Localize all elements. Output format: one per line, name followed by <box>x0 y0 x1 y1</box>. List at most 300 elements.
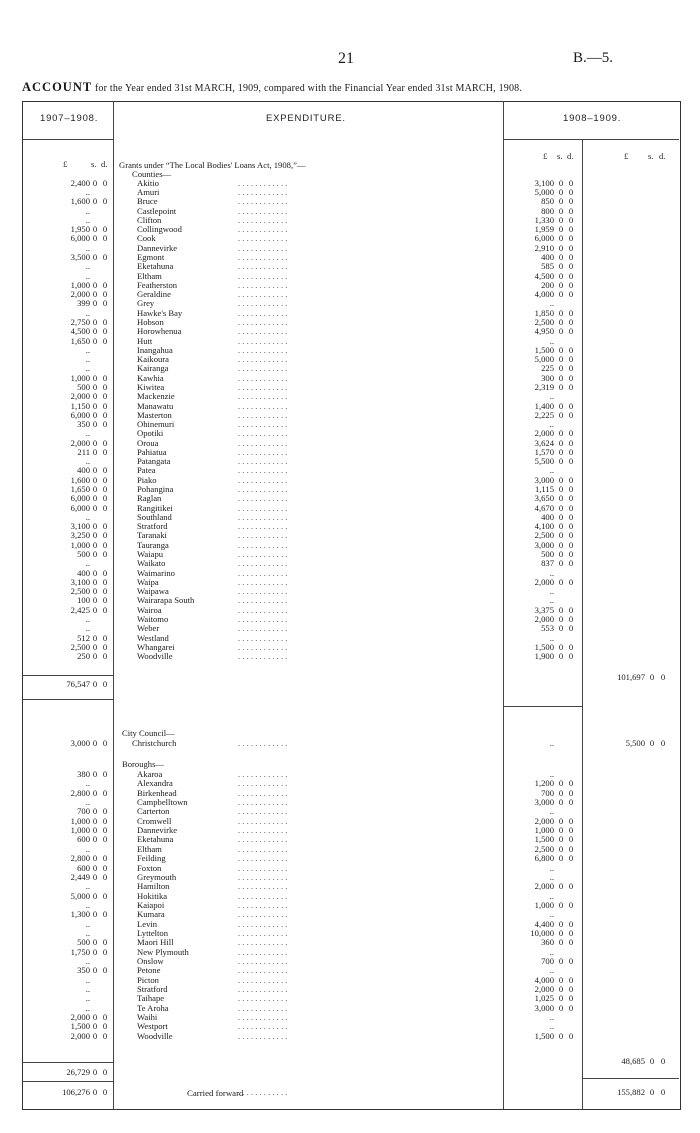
shillings-1908: 0 <box>558 797 564 808</box>
leader-dots: . . . . . . . . . . . . <box>238 410 288 420</box>
shillings-1908: 0 <box>558 853 564 864</box>
amount-1908: .. <box>549 965 554 976</box>
leader-dots: . . . . . . . . . . . . <box>238 197 288 207</box>
amount-1907: 1,600 <box>70 196 90 207</box>
total-rule <box>503 706 583 707</box>
table-row <box>0 606 700 615</box>
amount-1908: 3,650 <box>534 493 554 504</box>
amount-1908: 2,000 <box>534 428 554 439</box>
shillings-1908: 0 <box>558 937 564 948</box>
amount-1908: 2,910 <box>534 242 554 253</box>
leader-dots: . . . . . . . . . . . . <box>238 966 288 976</box>
row-label: Levin <box>137 918 158 929</box>
table-row <box>0 938 700 947</box>
shillings-1907: 0 <box>92 651 98 662</box>
shilling-label-total: s. <box>648 151 654 161</box>
pence-1907: 0 <box>102 1087 108 1097</box>
leader-dots: . . . . . . . . . . . . <box>238 512 288 522</box>
amount-1908: 6,800 <box>534 853 554 864</box>
total-1908: 48,685 <box>621 1056 645 1066</box>
amount-1908: 2,500 <box>534 843 554 854</box>
pence-1908: 0 <box>568 381 574 392</box>
amount-1907: 250 <box>77 651 90 662</box>
pence-label-total: d. <box>659 151 666 161</box>
pence-1908: 0 <box>568 927 574 938</box>
pence-1908: 0 <box>568 261 574 272</box>
row-label: Hutt <box>137 335 153 346</box>
pence-1907: 0 <box>102 595 108 606</box>
table-row <box>0 207 700 216</box>
amount-1908: .. <box>549 871 554 882</box>
shillings-1907: 0 <box>92 595 98 606</box>
shillings-1908: 0 <box>558 196 564 207</box>
pence-1907: 0 <box>102 641 108 652</box>
shillings-1908: 0 <box>558 344 564 355</box>
leader-dots: . . . . . . . . . . . . <box>238 540 288 550</box>
row-label: Woodville <box>137 651 173 662</box>
section-heading <box>0 760 700 769</box>
pence-1908: 0 <box>568 177 574 188</box>
row-label: Masterton <box>137 409 172 420</box>
shillings-1907: 0 <box>92 419 98 430</box>
amount-1907: 500 <box>77 549 90 559</box>
amount-1907: 1,000 <box>70 372 90 383</box>
shillings-1908: 0 <box>558 974 564 985</box>
row-label: Raglan <box>137 493 162 504</box>
amount-1907: .. <box>85 974 90 985</box>
leader-dots: . . . . . . . . . . . . <box>238 234 288 244</box>
pence-1907: 0 <box>102 567 108 578</box>
pence-1908: 0 <box>568 326 574 337</box>
shillings-1908: 0 <box>558 279 564 290</box>
shillings-1907: 0 <box>92 1021 98 1032</box>
table-row <box>0 420 700 429</box>
amount-1908: 837 <box>541 558 554 569</box>
row-label: Campbelltown <box>137 797 188 808</box>
row-label: Tauranga <box>137 539 169 550</box>
shillings-1908: 0 <box>558 474 564 485</box>
amount-1907: 350 <box>77 419 90 430</box>
pence-1907: 0 <box>102 787 108 798</box>
leader-dots: . . . . . . . . . . . . <box>238 642 288 652</box>
amount-1907: .. <box>85 613 90 624</box>
row-label: Kaiapoi <box>137 899 165 910</box>
shilling-label-prev: s. <box>91 159 97 169</box>
row-label: Inangahua <box>137 344 173 355</box>
row-label: New Plymouth <box>137 946 189 957</box>
amount-1908: .. <box>549 335 554 346</box>
row-label: Patangata <box>137 456 171 467</box>
shillings-1908: 0 <box>558 1002 564 1013</box>
amount-1908: 2,000 <box>534 576 554 587</box>
boroughs-prev-total-row <box>0 1068 700 1077</box>
shillings-1908: 0 <box>558 641 564 652</box>
shillings-1908: 0 <box>558 484 564 495</box>
leader-dots: . . . . . . . . . . . . <box>238 401 288 411</box>
shillings-1907: 0 <box>92 937 98 948</box>
shillings-1907: 0 <box>92 862 98 873</box>
shillings-1907: 0 <box>92 909 98 920</box>
pence-1908: 0 <box>568 409 574 420</box>
pence-1907: 0 <box>102 586 108 597</box>
amount-1907: 1,750 <box>70 946 90 957</box>
shillings-1907: 0 <box>92 1012 98 1023</box>
amount-1907: .. <box>85 242 90 253</box>
row-label: Stratford <box>137 984 168 995</box>
shillings-1908: 0 <box>558 530 564 541</box>
row-label: Southland <box>137 511 172 522</box>
shillings-1908: 0 <box>558 317 564 327</box>
counties-prev-total-row <box>0 680 700 689</box>
pence-1908: 0 <box>568 549 574 559</box>
leader-dots: . . . . . . . . . . . . <box>238 957 288 966</box>
amount-1907: .. <box>85 843 90 854</box>
shillings-1908: 0 <box>558 372 564 383</box>
amount-1907: 2,425 <box>70 604 90 615</box>
shillings-1907: 0 <box>92 641 98 652</box>
row-label: Birkenhead <box>137 787 177 798</box>
shillings-1908: 0 <box>558 1030 564 1041</box>
amount-1908: .. <box>549 946 554 957</box>
amount-1908: 2,500 <box>534 317 554 327</box>
table-row <box>0 652 700 661</box>
pence-1907: 0 <box>102 493 108 504</box>
shilling-label-cur: s. <box>557 151 563 161</box>
leader-dots: . . . . . . . . . . . . <box>238 262 288 272</box>
pence-1907: 0 <box>102 862 108 873</box>
amount-1907: 2,000 <box>70 391 90 402</box>
shillings-1907: 0 <box>92 252 98 263</box>
pence-1908: 0 <box>568 428 574 439</box>
pound-label-cur: £ <box>543 151 548 161</box>
leader-dots: . . . . . . . . . . . . <box>238 882 288 892</box>
table-row <box>0 299 700 308</box>
total-rule <box>582 1078 679 1079</box>
row-label: Weber <box>137 623 160 634</box>
leader-dots: . . . . . . . . . . . . <box>238 605 288 615</box>
amount-1908: 1,500 <box>534 1030 554 1041</box>
amount-1908: 4,500 <box>534 270 554 281</box>
pence-1907: 0 <box>102 604 108 615</box>
leader-dots: . . . . . . . . . . . . <box>238 438 288 448</box>
amount-1907: 380 <box>77 769 90 779</box>
pence-1908: 0 <box>568 493 574 504</box>
pence-1908: 0 <box>568 576 574 587</box>
row-label: Egmont <box>137 252 165 263</box>
pence-1908: 0 <box>568 1002 574 1013</box>
amount-1907: 399 <box>77 298 90 309</box>
shillings-1908: 0 <box>558 187 564 198</box>
document-reference: B.—5. <box>573 50 614 66</box>
amount-1907: 4,500 <box>70 326 90 337</box>
amount-1907: .. <box>85 899 90 910</box>
leader-dots: . . . . . . . . . . . . <box>238 807 288 817</box>
pence-1908: 0 <box>568 400 574 411</box>
amount-1907: 400 <box>77 567 90 578</box>
amount-1907: .. <box>85 511 90 522</box>
row-label: Oroua <box>137 437 159 448</box>
amount-1907: 5,000 <box>70 890 90 901</box>
shillings-1907: 0 <box>92 502 98 513</box>
pence-1907: 0 <box>102 738 108 748</box>
pence-1908: 0 <box>568 474 574 485</box>
leader-dots: . . . . . . . . . . . . <box>238 844 288 854</box>
shillings-1907: 0 <box>92 233 98 244</box>
amount-1908: 4,400 <box>534 918 554 929</box>
amount-1908: 1,200 <box>534 778 554 789</box>
leader-dots: . . . . . . . . . . . . <box>238 614 288 624</box>
row-label: Waitomo <box>137 613 169 624</box>
shillings-1908: 0 <box>558 511 564 522</box>
shillings-1908: 0 <box>558 604 564 615</box>
amount-1908: 2,225 <box>534 409 554 420</box>
pence-1908: 0 <box>568 511 574 522</box>
leader-dots: . . . . . . . . . . . . <box>238 863 288 873</box>
table-row <box>0 854 700 863</box>
row-label: Manawatu <box>137 400 174 411</box>
leader-dots: . . . . . . . . . . . . <box>238 947 288 957</box>
row-label: Kaikoura <box>137 354 169 365</box>
pence-1908: 0 <box>568 881 574 892</box>
pence-1908: 0 <box>568 834 574 845</box>
shillings-1907: 0 <box>92 372 98 383</box>
shillings-1907: 0 <box>92 446 98 457</box>
leader-dots: . . . . . . . . . . . . <box>238 1031 288 1041</box>
pence-1908: 0 <box>568 613 574 624</box>
row-label: Amuri <box>137 187 160 198</box>
row-label: Patea <box>137 465 156 476</box>
pence-1908: 0 <box>568 899 574 910</box>
shillings-1908: 0 <box>558 177 564 188</box>
row-label: Pahiatua <box>137 446 167 457</box>
table-row <box>0 448 700 457</box>
total-rule <box>22 1081 113 1082</box>
table-row <box>0 966 700 975</box>
pence-1907: 0 <box>102 196 108 207</box>
amount-1908: .. <box>549 806 554 817</box>
amount-1907: 100 <box>77 595 90 606</box>
amount-1908: 3,624 <box>534 437 554 448</box>
amount-1907: .. <box>85 261 90 272</box>
amount-1908: 6,000 <box>534 233 554 244</box>
amount-1907: 106,276 <box>62 1087 90 1097</box>
shillings-1908: 0 <box>558 881 564 892</box>
pence-1907: 0 <box>102 381 108 392</box>
amount-1908: 3,100 <box>534 177 554 188</box>
amount-1907: .. <box>85 956 90 966</box>
carried-forward-label: Carried forward <box>187 1088 244 1098</box>
amount-1907: 700 <box>77 806 90 817</box>
pence-1907: 0 <box>102 769 108 779</box>
amount-1908: .. <box>549 890 554 901</box>
row-label: Collingwood <box>137 224 182 235</box>
pence-1907: 0 <box>102 437 108 448</box>
amount-1907: 400 <box>77 465 90 476</box>
shillings-1907: 0 <box>92 769 98 779</box>
shillings-1907: 0 <box>92 890 98 901</box>
shillings-1907: 0 <box>92 196 98 207</box>
total-rule <box>22 675 113 676</box>
amount-1908: 400 <box>541 511 554 522</box>
pence-1907: 0 <box>102 419 108 430</box>
pence-1908: 0 <box>568 974 574 985</box>
table-row <box>0 337 700 346</box>
shillings-1908: 0 <box>558 242 564 253</box>
amount-1907: .. <box>85 205 90 216</box>
amount-1907: 1,150 <box>70 400 90 411</box>
amount-1907: .. <box>85 1002 90 1013</box>
row-label: Waihi <box>137 1012 158 1023</box>
shillings-1907: 0 <box>92 409 98 420</box>
leader-dots: . . . . . . . . . . . . <box>238 327 288 337</box>
row-label: Clifton <box>137 214 162 225</box>
pence-1907: 0 <box>102 576 108 587</box>
leader-dots: . . . . . . . . . . . . <box>238 466 288 476</box>
amount-1907: 2,400 <box>70 177 90 188</box>
pence-1907: 0 <box>102 815 108 826</box>
leader-dots: . . . . . . . . . . . . <box>238 891 288 901</box>
shillings-1908: 0 <box>558 778 564 789</box>
amount-1908: 4,100 <box>534 521 554 532</box>
pence-1908: 0 <box>568 993 574 1004</box>
section-heading <box>0 729 700 738</box>
row-label: Maori Hill <box>137 937 174 948</box>
shillings-1908: 0 <box>558 899 564 910</box>
shillings-1907: 0 <box>92 738 98 748</box>
pence-1908: 0 <box>568 843 574 854</box>
amount-1907: .. <box>85 558 90 569</box>
row-label: Hamilton <box>137 881 170 892</box>
amount-1908: 3,000 <box>534 1002 554 1013</box>
pence-1908: 0 <box>568 363 574 374</box>
leader-dots: . . . . . . . . . . . . <box>238 816 288 826</box>
table-row <box>0 615 700 624</box>
amount-1907: .. <box>85 993 90 1004</box>
shillings-1907: 0 <box>92 806 98 817</box>
pence-1908: 0 <box>568 270 574 281</box>
pence-1907: 0 <box>102 946 108 957</box>
title-lead: ACCOUNT <box>22 80 93 94</box>
pence-1908: 0 <box>568 279 574 290</box>
row-label: Kiwitea <box>137 381 165 392</box>
pence-1907: 0 <box>102 937 108 948</box>
row-label: Featherston <box>137 279 178 290</box>
amount-1907: .. <box>85 984 90 995</box>
pence-1907: 0 <box>102 825 108 836</box>
amount-1907: .. <box>85 428 90 439</box>
amount-1907: .. <box>85 778 90 789</box>
shillings-1907: 0 <box>92 391 98 402</box>
column-heading-1907: 1907–1908. <box>40 113 99 124</box>
amount-1907: .. <box>85 354 90 365</box>
amount-1907: 2,000 <box>70 437 90 448</box>
shillings-1907: 0 <box>92 539 98 550</box>
row-label: Mackenzie <box>137 391 175 402</box>
pence-1907: 0 <box>102 853 108 864</box>
shillings-1907: 0 <box>92 224 98 235</box>
amount-1908: 585 <box>541 261 554 272</box>
total-shillings: 0 <box>649 738 655 748</box>
amount-1907: 1,650 <box>70 335 90 346</box>
table-row <box>0 504 700 513</box>
leader-dots: . . . . . . . . . . . . <box>238 253 288 263</box>
row-label: Taihape <box>137 993 165 1004</box>
row-label: Dannevirke <box>137 825 178 836</box>
pence-1907: 0 <box>102 909 108 920</box>
amount-1908: .. <box>549 769 554 779</box>
pence-1907: 0 <box>102 521 108 532</box>
row-label: Carterton <box>137 806 170 817</box>
amount-1908: 700 <box>541 956 554 966</box>
pence-1908: 0 <box>568 233 574 244</box>
amount-1907: .. <box>85 918 90 929</box>
pence-1907: 0 <box>102 890 108 901</box>
pence-1908: 0 <box>568 853 574 864</box>
amount-1908: 1,000 <box>534 825 554 836</box>
pence-1908: 0 <box>568 558 574 569</box>
carried-forward-row <box>0 1088 700 1097</box>
total-pence: 0 <box>660 1056 666 1066</box>
row-label: Eketahuna <box>137 261 174 272</box>
amount-1908: 1,330 <box>534 214 554 225</box>
leader-dots: . . . . . . . . . . . . <box>238 652 288 662</box>
amount-1908: 5,000 <box>534 354 554 365</box>
pence-1908: 0 <box>568 446 574 457</box>
row-label: Opotiki <box>137 428 164 439</box>
row-label: Picton <box>137 974 159 985</box>
amount-1907: .. <box>85 344 90 355</box>
amount-1908: .. <box>549 1012 554 1023</box>
leader-dots: . . . . . . . . . . . . <box>238 429 288 439</box>
amount-1907: 500 <box>77 381 90 392</box>
pence-1907: 0 <box>102 474 108 485</box>
shillings-1908: 0 <box>558 233 564 244</box>
leader-dots: . . . . . . . . . . . . <box>238 798 288 808</box>
total-1908: 155,882 <box>617 1087 645 1097</box>
amount-1907: .. <box>85 187 90 198</box>
leader-dots: . . . . . . . . . . . . <box>238 271 288 281</box>
amount-1908: 1,025 <box>534 993 554 1004</box>
table-row <box>0 739 700 748</box>
total-1908: 101,697 <box>617 672 645 682</box>
amount-1907: 500 <box>77 937 90 948</box>
shillings-1908: 0 <box>558 214 564 225</box>
amount-1908: .. <box>549 586 554 597</box>
amount-1908: 400 <box>541 252 554 263</box>
amount-1908: 1,400 <box>534 400 554 411</box>
leader-dots: . . . . . . . . . . . . <box>238 739 288 748</box>
leader-dots: . . . . . . . . . . . . <box>238 1013 288 1023</box>
amount-1908: 800 <box>541 205 554 216</box>
row-label: Greymouth <box>137 871 177 882</box>
row-label: Hawke's Bay <box>137 307 183 318</box>
pence-1908: 0 <box>568 984 574 995</box>
leader-dots: . . . . . . . . . . . . <box>238 587 288 597</box>
amount-1908: .. <box>549 1021 554 1032</box>
total-shillings: 0 <box>649 672 655 682</box>
table-row <box>0 882 700 891</box>
leader-dots: . . . . . . . . . . . . <box>238 355 288 365</box>
table-row <box>0 873 700 882</box>
shillings-1908: 0 <box>558 613 564 624</box>
pence-1908: 0 <box>568 956 574 966</box>
pence-1908: 0 <box>568 778 574 789</box>
row-label: Geraldine <box>137 289 171 300</box>
row-label: Waikato <box>137 558 166 569</box>
table-row <box>0 262 700 271</box>
amount-1908: 1,000 <box>534 899 554 910</box>
row-label: Horowhenua <box>137 326 182 337</box>
